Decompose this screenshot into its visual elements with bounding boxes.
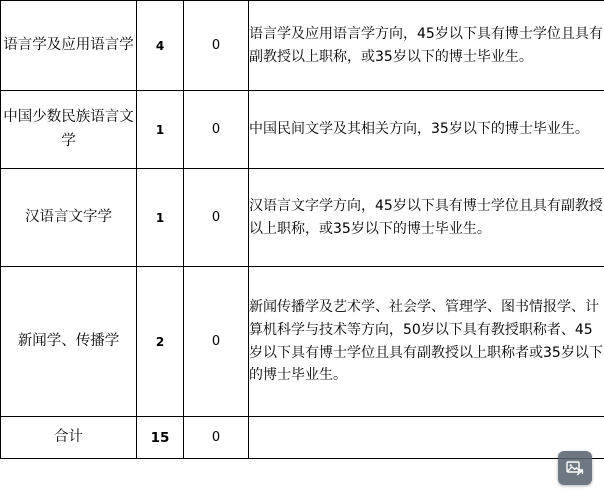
requirement-text: 汉语言文字学方向，45岁以下具有博士学位且具有副教授以上职称，或35岁以下的博士毕业生。 [249,169,604,267]
total-label: 合计 [1,417,137,459]
table-row [1,169,604,267]
secondary-count: 0 [184,267,249,417]
secondary-count: 0 [184,1,249,91]
total-headcount: 15 [137,417,184,459]
secondary-count: 0 [184,91,249,169]
table-row [1,1,604,91]
headcount: 1 [137,169,184,267]
requirement-text: 新闻传播学及艺术学、社会学、管理学、图书情报学、计算机科学与技术等方向，50岁以下具有教授职称者、45岁以下具有博士学位且具有副教授以上职称者或35岁以下的博士毕业生。 [249,267,604,417]
secondary-count: 0 [184,169,249,267]
headcount: 1 [137,91,184,169]
major-name: 新闻学、传播学 [1,267,137,417]
headcount: 4 [137,1,184,91]
table-total-row [1,417,604,459]
table-row [1,91,604,169]
total-requirement [249,417,604,459]
image-share-icon [565,458,585,478]
requirement-text: 语言学及应用语言学方向，45岁以下具有博士学位且具有副教授以上职称，或35岁以下的博士毕业生。 [249,1,604,91]
headcount: 2 [137,267,184,417]
image-share-button[interactable] [558,451,592,485]
major-name: 语言学及应用语言学 [1,1,137,91]
total-secondary-count: 0 [184,417,249,459]
major-name: 中国少数民族语言文学 [1,91,137,169]
table-row [1,267,604,417]
requirement-text: 中国民间文学及其相关方向，35岁以下的博士毕业生。 [249,91,604,169]
major-name: 汉语言文字学 [1,169,137,267]
